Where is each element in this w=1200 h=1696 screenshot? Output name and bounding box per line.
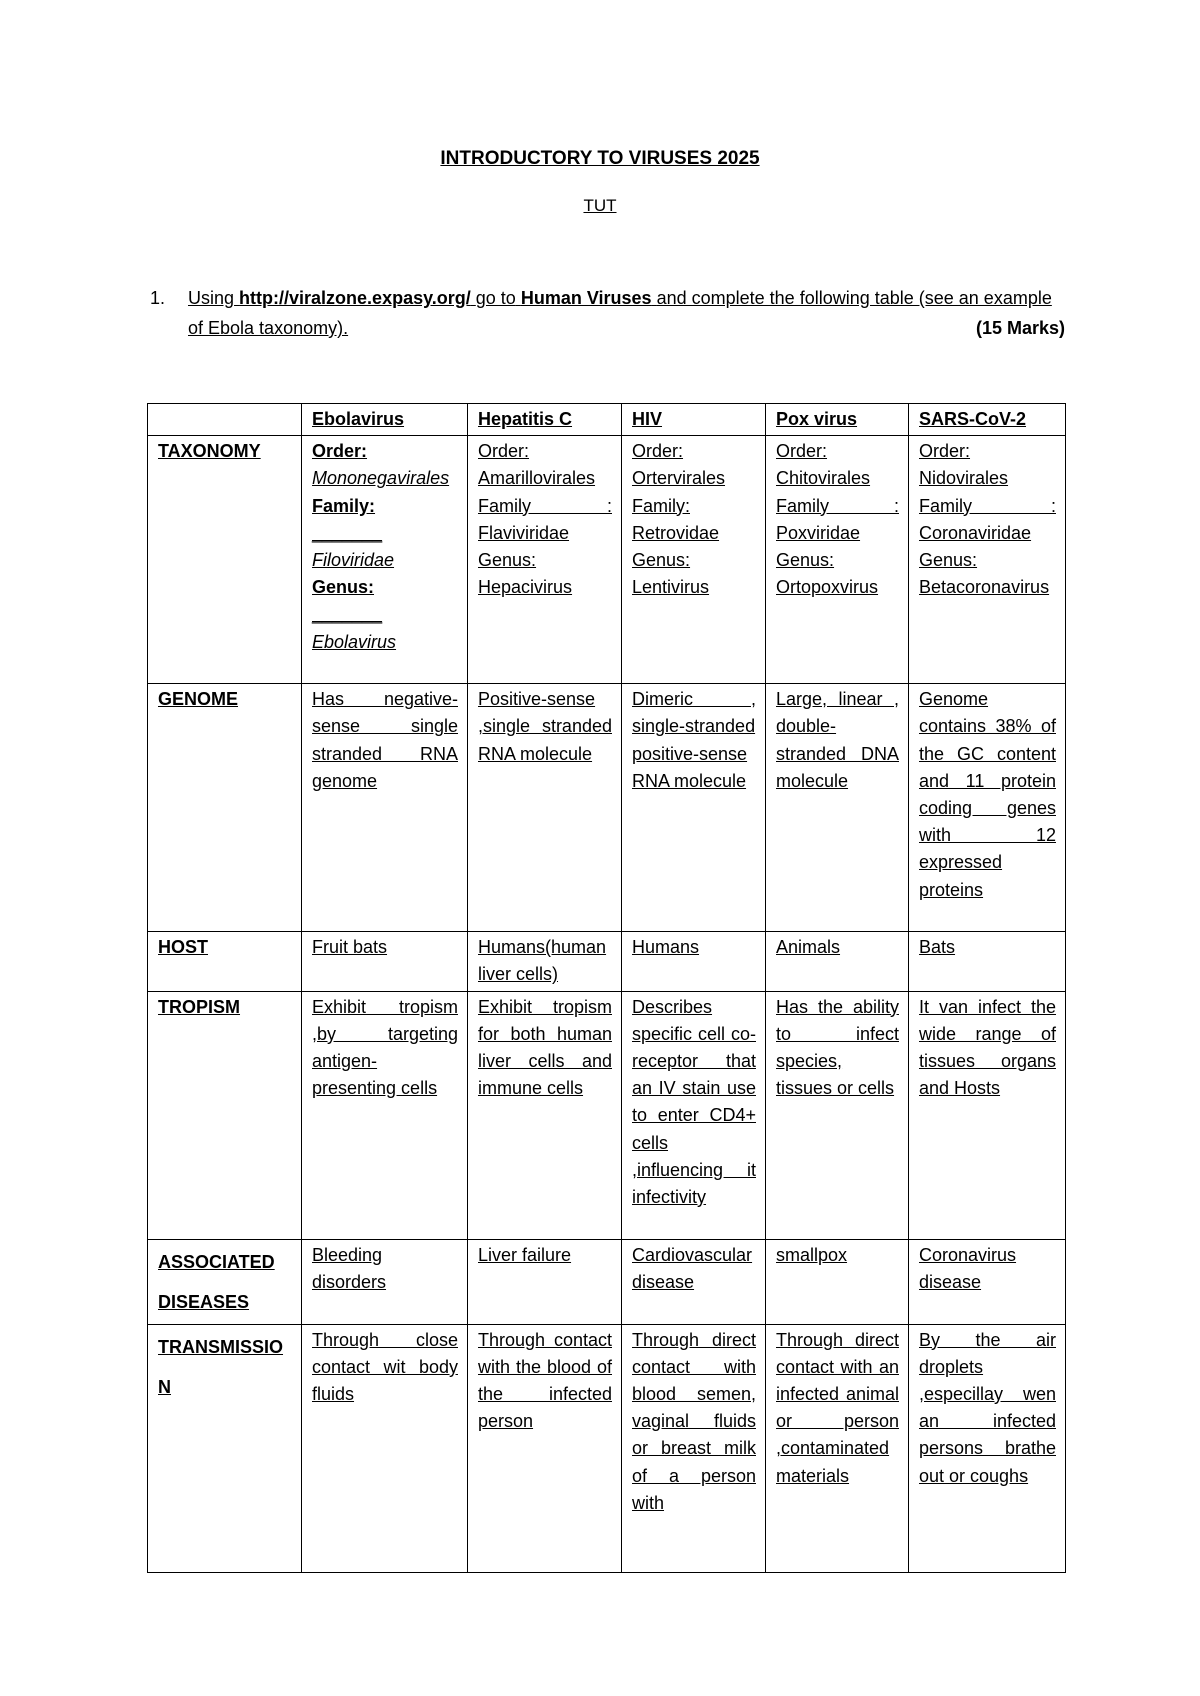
question-marks: (15 Marks) xyxy=(975,318,1065,338)
document-subtitle: TUT xyxy=(583,196,617,215)
row-header-taxonomy: TAXONOMY xyxy=(148,436,302,684)
cell-genome-hiv: Dimeric , single-stranded positive-sense RNA molecule xyxy=(622,684,766,932)
cell-transmission-pox-virus: Through direct contact with an infected animal or person ,contaminated materials xyxy=(766,1324,909,1572)
table-row-genome xyxy=(148,684,1066,932)
table-row-associated-diseases xyxy=(148,1239,1066,1324)
table-row-host xyxy=(148,932,1066,991)
row-header-associated-diseases: ASSOCIATED DISEASES xyxy=(148,1239,302,1324)
row-header-host: HOST xyxy=(148,932,302,991)
row-header-transmission: TRANSMISSION xyxy=(148,1324,302,1572)
cell-host-hiv: Humans xyxy=(622,932,766,991)
cell-host-hepatitis-c: Humans(human liver cells) xyxy=(468,932,622,991)
document-title: INTRODUCTORY TO VIRUSES 2025 xyxy=(440,148,760,169)
cell-transmission-hiv: Through direct contact with blood semen, vaginal fluids or breast milk of a person with xyxy=(622,1324,766,1572)
cell-diseases-hepatitis-c: Liver failure xyxy=(468,1239,622,1324)
cell-tropism-pox-virus: Has the ability to infect species, tissues or cells xyxy=(766,991,909,1239)
cell-taxonomy-hiv: Order: Ortervirales Family: Retrovidae Genus: Lentivirus xyxy=(622,436,766,684)
cell-host-sars-cov-2: Bats xyxy=(909,932,1066,991)
cell-taxonomy-ebolavirus xyxy=(302,436,468,684)
question-body xyxy=(188,283,1065,343)
cell-tropism-sars-cov-2: It van infect the wide range of tissues organs and Hosts xyxy=(909,991,1066,1239)
cell-transmission-hepatitis-c: Through contact with the blood of the infected person xyxy=(468,1324,622,1572)
ebola-order-label: Order: xyxy=(312,441,368,462)
row-header-tropism: TROPISM xyxy=(148,991,302,1239)
cell-diseases-pox-virus: smallpox xyxy=(766,1239,909,1324)
cell-diseases-sars-cov-2: Coronavirus disease xyxy=(909,1239,1066,1324)
cell-host-pox-virus: Animals xyxy=(766,932,909,991)
ebola-family-blank: _______ xyxy=(312,522,383,543)
cell-genome-pox-virus: Large, linear , double-stranded DNA molecule xyxy=(766,684,909,932)
cell-tropism-ebolavirus: Exhibit tropism ,by targeting antigen-presenting cells xyxy=(302,991,468,1239)
table-row-taxonomy xyxy=(148,436,1066,684)
cell-tropism-hepatitis-c: Exhibit tropism for both human liver cells and immune cells xyxy=(468,991,622,1239)
column-header-hepatitis-c: Hepatitis C xyxy=(468,404,622,436)
cell-genome-sars-cov-2: Genome contains 38% of the GC content and 11 protein coding genes with 12 expressed proteins xyxy=(909,684,1066,932)
table-row-transmission xyxy=(148,1324,1066,1572)
ebola-family-label: Family: xyxy=(312,495,376,516)
ebola-genus-blank: _______ xyxy=(312,604,383,625)
table-row-tropism xyxy=(148,991,1066,1239)
question-url-link[interactable]: http://viralzone.expasy.org/ xyxy=(239,288,471,308)
cell-transmission-sars-cov-2: By the air droplets ,especillay wen an infected persons brathe out or coughs xyxy=(909,1324,1066,1572)
question-target: Human Viruses xyxy=(520,288,652,308)
cell-diseases-ebolavirus: Bleeding disorders xyxy=(302,1239,468,1324)
question-lead: Using xyxy=(188,288,235,308)
virus-table xyxy=(147,403,1066,1573)
question-rest: and complete the following table (see an example of Ebola taxonomy). xyxy=(188,288,1052,338)
cell-transmission-ebolavirus: Through close contact wit body fluids xyxy=(302,1324,468,1572)
cell-genome-ebolavirus: Has negative-sense single stranded RNA genome xyxy=(302,684,468,932)
cell-genome-hepatitis-c: Positive-sense ,single stranded RNA molecule xyxy=(468,684,622,932)
header-corner-cell xyxy=(148,404,302,436)
row-header-genome: GENOME xyxy=(148,684,302,932)
question-go-to: go to xyxy=(475,288,516,308)
table-header-row xyxy=(148,404,1066,436)
cell-taxonomy-hepatitis-c: Order: Amarillovirales Family : Flaviviridae Genus: Hepacivirus xyxy=(468,436,622,684)
cell-taxonomy-sars-cov-2: Order: Nidovirales Family : Coronaviridae Genus: Betacoronavirus xyxy=(909,436,1066,684)
ebola-genus-label: Genus: xyxy=(312,577,375,598)
ebola-order-value: Mononegavirales xyxy=(312,468,450,489)
column-header-ebolavirus: Ebolavirus xyxy=(302,404,468,436)
cell-taxonomy-pox-virus: Order: Chitovirales Family : Poxviridae Genus: Ortopoxvirus xyxy=(766,436,909,684)
ebola-family-value: Filoviridae xyxy=(312,550,395,571)
cell-diseases-hiv: Cardiovascular disease xyxy=(622,1239,766,1324)
cell-host-ebolavirus: Fruit bats xyxy=(302,932,468,991)
question-number: 1. xyxy=(150,288,166,308)
column-header-pox-virus: Pox virus xyxy=(766,404,909,436)
ebola-genus-value: Ebolavirus xyxy=(312,631,397,652)
column-header-sars-cov-2: SARS-CoV-2 xyxy=(909,404,1066,436)
column-header-hiv: HIV xyxy=(622,404,766,436)
cell-tropism-hiv: Describes specific cell co-receptor that an IV stain use to enter CD4+ cells ,influencing it infectivity xyxy=(622,991,766,1239)
question-1 xyxy=(150,283,1065,343)
